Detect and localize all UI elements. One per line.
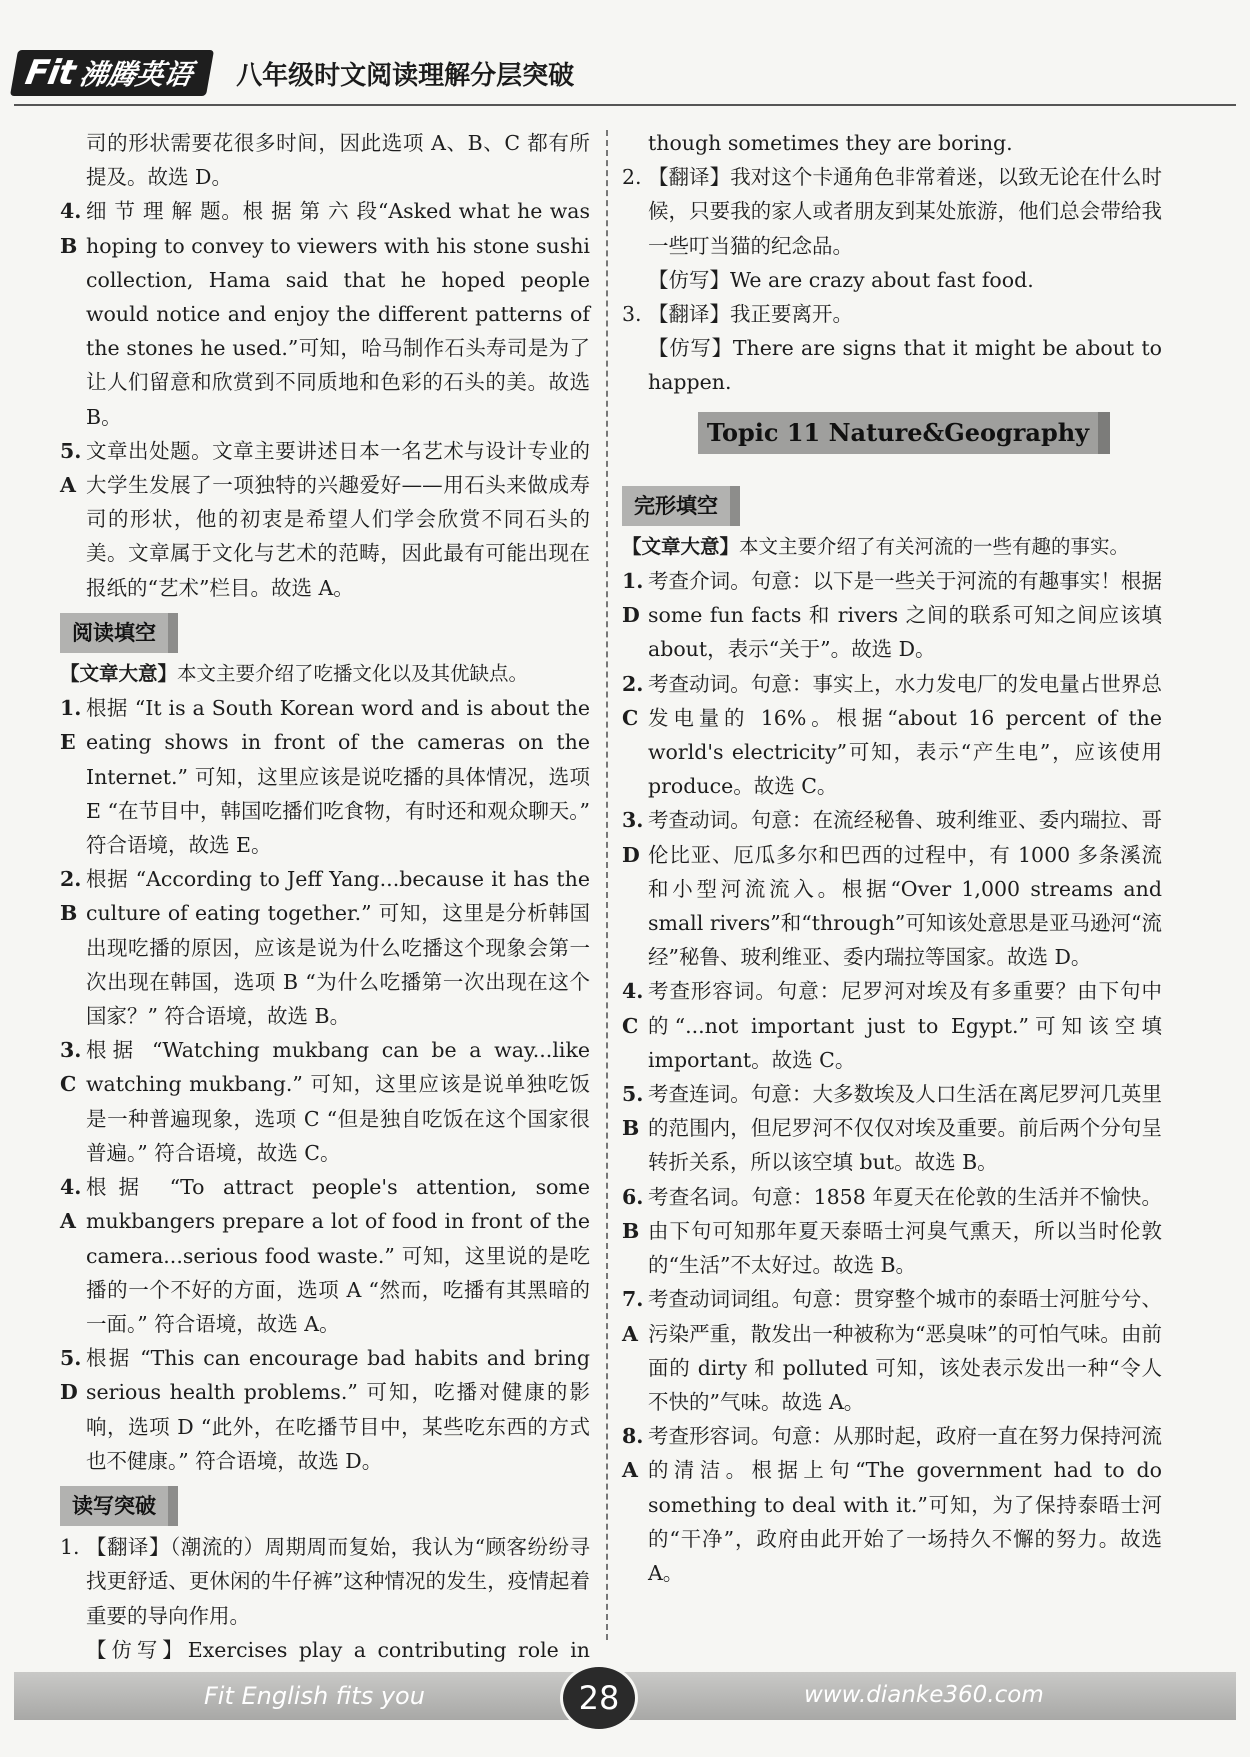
answer-explanation: 根据 “This can encourage bad habits and bring serious health problems.” 可知，吃播对健康的影响，选项 D “此外，在吃播节目中，某些吃东西的方式也不健康。” 符合语境，故选 D。 <box>86 1346 590 1473</box>
summary-text: 本文主要介绍了吃播文化以及其优缺点。 <box>177 662 529 686</box>
column-divider <box>606 130 608 1640</box>
answer-explanation: 细 节 理 解 题。根 据 第 六 段“Asked what he was hoping to convey to viewers with his stone sushi collection, Hama said that he hoped people would notice and enjoy the different patterns of the stones he used.”可知，哈马制作石头寿司是为了让人们留意和欣赏到不同质地和色彩的石头的美。故选 B。 <box>86 199 590 429</box>
answer-item <box>622 974 1162 1077</box>
rw-number: 1. <box>60 1535 80 1560</box>
answer-explanation: 根据 “Watching mukbang can be a way...like watching mukbang.” 可知，这里应该是说单独吃饭是一种普遍现象，选项 C “但是独自吃饭在这个国家很普遍。” 符合语境，故选 C。 <box>86 1038 590 1165</box>
rw-item <box>60 1530 590 1633</box>
continued-answer: 司的形状需要花很多时间，因此选项 A、B、C 都有所提及。故选 D。 <box>86 131 590 190</box>
summary-text: 本文主要介绍了有关河流的一些有趣的事实。 <box>739 534 1130 558</box>
answer-explanation: 考查动词词组。句意：贯穿整个城市的泰晤士河脏兮兮、污染严重，散发出一种被称为“恶臭味”的可怕气味。由前面的 dirty 和 polluted 可知，该处表示发出一种“令人不快的”气味。故选 A。 <box>648 1287 1162 1414</box>
answer-number: 2. C <box>622 671 644 730</box>
answer-explanation: 考查介词。句意：以下是一些关于河流的有趣事实！根据 some fun facts 和 rivers 之间的联系可知之间应该填 about，表示“关于”。故选 D。 <box>648 569 1162 662</box>
answer-item <box>622 1180 1162 1283</box>
article-summary <box>622 530 1162 564</box>
answer-number: 5. D <box>60 1346 82 1405</box>
answer-explanation: 考查动词。句意：事实上，水力发电厂的发电量占世界总发电量的 16%。根据“about 16 percent of the world's electricity”可知，表示“产生电”，应该使用 produce。故选 C。 <box>648 671 1162 799</box>
topic-banner: Topic 11 Nature&Geography <box>698 412 1110 454</box>
answer-number: 5. A <box>60 438 82 498</box>
answer-explanation: 根据 “To attract people's attention, some mukbangers prepare a lot of food in front of the camera...serious food waste.” 可知，这里说的是吃播的一个不好的方面，选项 A “然而，吃播有其黑暗的一面。” 符合语境，故选 A。 <box>86 1175 590 1336</box>
section-heading-cloze: 完形填空 <box>622 486 740 526</box>
answer-item <box>60 194 590 433</box>
footer-slogan: Fit English fits you <box>204 1682 425 1710</box>
answer-item <box>60 862 590 1033</box>
rw-translation: 【翻译】我正要离开。 <box>648 302 853 327</box>
answer-explanation: 考查动词。句意：在流经秘鲁、玻利维亚、委内瑞拉、哥伦比亚、厄瓜多尔和巴西的过程中，有 1000 多条溪流和小型河流流入。根据“Over 1,000 streams and small rivers”和“through”可知该处意思是亚马逊河“流经”秘鲁、玻利维亚、委内瑞拉等国家。故选 D。 <box>648 808 1162 970</box>
answer-number: 4. A <box>60 1175 82 1234</box>
article-summary <box>60 657 590 691</box>
brand-logo <box>10 50 214 96</box>
answer-item <box>622 803 1162 974</box>
answer-number: 6. B <box>622 1184 644 1243</box>
right-column <box>622 126 1162 1590</box>
rw-imitation: 【仿写】We are crazy about fast food. <box>648 267 1034 292</box>
answer-explanation: 文章出处题。文章主要讲述日本一名艺术与设计专业的大学生发展了一项独特的兴趣爱好——用石头来做成寿司的形状，他的初衷是希望人们学会欣赏不同石头的美。文章属于文化与艺术的范畴，因此最有可能出现在报纸的“艺术”栏目。故选 A。 <box>86 438 590 600</box>
header-rule <box>14 104 1236 106</box>
answer-number: 4. B <box>60 199 82 258</box>
header <box>14 48 1234 98</box>
answer-number: 2. B <box>60 867 82 926</box>
rw-translation: 【翻译】（潮流的）周期周而复始，我认为“顾客纷纷寻找更舒适、更休闲的牛仔裤”这种情况的发生，疫情起着重要的导向作用。 <box>86 1535 590 1628</box>
answer-number: 5. B <box>622 1082 644 1141</box>
book-title: 八年级时文阅读理解分层突破 <box>236 60 575 91</box>
answer-number: 3. D <box>622 808 644 867</box>
answer-explanation: 考查形容词。句意：尼罗河对埃及有多重要？由下句中的“...not important just to Egypt.”可知该空填 important。故选 C。 <box>648 979 1162 1072</box>
rw-imitation-cont: though sometimes they are boring. <box>648 131 1013 155</box>
answer-explanation: 考查连词。句意：大多数埃及人口生活在离尼罗河几英里的范围内，但尼罗河不仅仅对埃及重要。前后两个分句呈转折关系，所以该空填 but。故选 B。 <box>648 1082 1162 1175</box>
rw-item <box>622 297 1162 331</box>
summary-tag: 【文章大意】 <box>622 534 740 558</box>
answer-number: 7. A <box>622 1287 644 1346</box>
answer-item <box>60 1341 590 1478</box>
answer-item <box>622 1077 1162 1180</box>
answer-item <box>60 434 590 605</box>
section-heading-reading-fill: 阅读填空 <box>60 613 178 653</box>
answer-item <box>622 1419 1162 1590</box>
answer-number: 3. C <box>60 1038 82 1097</box>
answer-number: 1. E <box>60 696 82 755</box>
brand-name: 沸腾英语 <box>76 58 195 91</box>
rw-translation: 【翻译】我对这个卡通角色非常着迷，以致无论在什么时候，只要我的家人或者朋友到某处旅游，他们总会带给我一些叮当猫的纪念品。 <box>648 165 1162 258</box>
left-column <box>60 126 590 1701</box>
answer-explanation: 考查名词。句意：1858 年夏天在伦敦的生活并不愉快。由下句可知那年夏天泰晤士河臭气熏天，所以当时伦敦的“生活”不太好过。故选 B。 <box>648 1184 1162 1278</box>
answer-number: 4. C <box>622 979 644 1038</box>
rw-number: 2. <box>622 165 642 190</box>
answer-item <box>622 667 1162 804</box>
page-number: 28 <box>560 1664 638 1732</box>
rw-number: 3. <box>622 302 642 327</box>
rw-imitation: 【仿写】There are signs that it might be about to happen. <box>648 336 1162 395</box>
answer-item <box>60 1170 590 1341</box>
footer-url: www.dianke360.com <box>804 1682 1044 1708</box>
answer-explanation: 根据 “According to Jeff Yang...because it has the culture of eating together.” 可知，这里是分析韩国出现吃播的原因，应该是说为什么吃播这个现象会第一次出现在韩国，选项 B “为什么吃播第一次出现在这个国家？” 符合语境，故选 B。 <box>86 867 590 1029</box>
rw-imitation: 【仿写】Exercises play a contributing role in <box>86 1637 590 1662</box>
answer-number: 1. D <box>622 569 644 628</box>
answer-item <box>622 564 1162 667</box>
rw-item <box>622 160 1162 263</box>
answer-item <box>622 1282 1162 1419</box>
summary-tag: 【文章大意】 <box>60 662 178 686</box>
answer-number: 8. A <box>622 1424 644 1483</box>
section-heading-read-write: 读写突破 <box>60 1486 178 1526</box>
answer-explanation: 根据 “It is a South Korean word and is about the eating shows in front of the cameras on the Internet.” 可知，这里应该是说吃播的具体情况，选项 E “在节目中，韩国吃播们吃食物，有时还和观众聊天。” 符合语境，故选 E。 <box>86 696 590 858</box>
answer-explanation: 考查形容词。句意：从那时起，政府一直在努力保持河流的清洁。根据上句“The government had to do something to deal with it.”可知，为了保持泰晤士河的“干净”，政府由此开始了一场持久不懈的努力。故选 A。 <box>648 1424 1162 1585</box>
answer-item <box>60 691 590 862</box>
brand-fit: Fit <box>22 53 78 93</box>
answer-item <box>60 1033 590 1170</box>
